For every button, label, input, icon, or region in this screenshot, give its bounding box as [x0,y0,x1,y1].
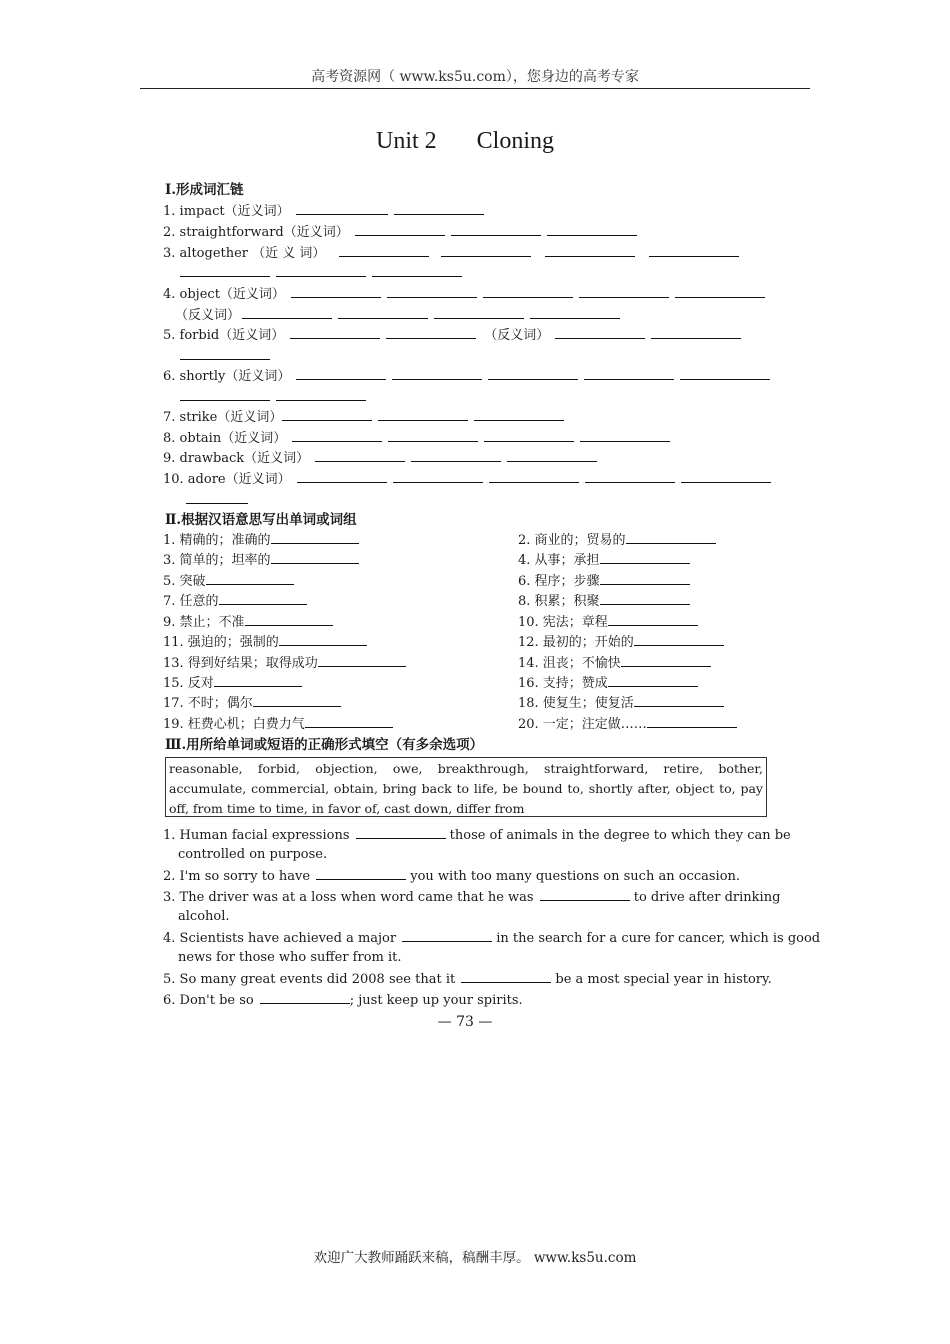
blank[interactable] [305,715,393,728]
blank[interactable] [608,613,698,626]
blank[interactable] [651,326,741,339]
s1-item-9: 9. drawback（近义词） [163,449,597,468]
s2-left-3: 3. 简单的；坦率的 [163,551,359,570]
s2-right-20: 20. 一定；注定做…… [518,715,737,734]
blank[interactable] [242,306,332,319]
blank[interactable] [372,264,462,277]
s3-question-1-cont: controlled on purpose. [178,847,328,862]
blank[interactable] [649,244,739,257]
s1-item-2: 2. straightforward（近义词） [163,223,637,242]
s2-right-2: 2. 商业的；贸易的 [518,531,716,550]
answer-blank[interactable] [540,888,630,901]
blank[interactable] [253,694,341,707]
s1-item-4: 4. object（近义词） [163,285,765,304]
blank[interactable] [530,306,620,319]
blank[interactable] [276,264,366,277]
word-bank-box: reasonable, forbid, objection, owe, breakthrough, straightforward, retire, bother, accumulate, commercial, obtain, bring back to life, be bound to, shortly after, object to, pay off, from time to time, in favor of, cast down, differ from [165,757,767,817]
blank[interactable] [489,470,579,483]
blank[interactable] [600,551,690,564]
blank[interactable] [296,202,388,215]
unit-topic: Cloning [476,128,554,154]
blank[interactable] [579,285,669,298]
blank[interactable] [681,470,771,483]
blank[interactable] [675,285,765,298]
blank[interactable] [386,326,476,339]
s3-question-4: 4. Scientists have achieved a major in the search for a cure for cancer, which is good [163,931,821,946]
section2-heading: Ⅱ.根据汉语意思写出单词或词组 [165,512,357,528]
section3-heading: Ⅲ.用所给单词或短语的正确形式填空（有多余选项） [165,737,484,753]
blank[interactable] [626,531,716,544]
s3-question-3: 3. The driver was at a loss when word came that he was to drive after drinking [163,890,781,905]
blank[interactable] [393,470,483,483]
blank[interactable] [297,470,387,483]
s1-item-6: 6. shortly（近义词） [163,367,770,386]
s2-right-16: 16. 支持；赞成 [518,674,698,693]
page-footer: 欢迎广大教师踊跃来稿，稿酬丰厚。 www.ks5u.com [313,1250,637,1266]
answer-blank[interactable] [316,867,406,880]
blank[interactable] [318,654,406,667]
blank[interactable] [290,326,380,339]
answer-blank[interactable] [260,991,350,1004]
s1-item-3-cont [180,264,462,283]
blank[interactable] [378,408,468,421]
s3-question-1: 1. Human facial expressions those of animals in the degree to which they can be [163,828,791,843]
blank[interactable] [580,429,670,442]
s1-item-1: 1. impact（近义词） [163,202,484,221]
blank[interactable] [621,654,711,667]
blank[interactable] [282,408,372,421]
s2-right-14: 14. 沮丧；不愉快 [518,654,711,673]
blank[interactable] [483,285,573,298]
blank[interactable] [355,223,445,236]
blank[interactable] [584,367,674,380]
s1-item-5: 5. forbid（近义词） （反义词） [163,326,741,345]
blank[interactable] [180,347,270,360]
s2-left-9: 9. 禁止；不准 [163,613,333,632]
blank[interactable] [647,715,737,728]
s2-right-10: 10. 宪法；章程 [518,613,698,632]
s3-question-4-cont: news for those who suffer from it. [178,950,402,965]
s2-right-12: 12. 最初的；开始的 [518,633,724,652]
blank[interactable] [608,674,698,687]
answer-blank[interactable] [402,929,492,942]
blank[interactable] [271,531,359,544]
s2-right-18: 18. 使复生；使复活 [518,694,724,713]
s2-right-4: 4. 从事；承担 [518,551,690,570]
blank[interactable] [488,367,578,380]
blank[interactable] [392,367,482,380]
s3-question-3-cont: alcohol. [178,909,230,924]
unit-label: Unit 2 [375,128,437,154]
s3-question-2: 2. I'm so sorry to have you with too many questions on such an occasion. [163,869,741,884]
blank[interactable] [219,592,307,605]
s2-right-8: 8. 积累；积聚 [518,592,690,611]
s2-left-7: 7. 任意的 [163,592,307,611]
blank[interactable] [296,367,386,380]
blank[interactable] [245,613,333,626]
s1-item-10: 10. adore（近义词） [163,470,771,489]
blank[interactable] [507,449,597,462]
s1-item-3: 3. altogether （近 义 词） [163,244,739,263]
s2-left-15: 15. 反对 [163,674,302,693]
s1-item-7: 7. strike（近义词） [163,408,564,427]
page-title [0,128,930,155]
s2-right-6: 6. 程序；步骤 [518,572,690,591]
blank[interactable] [291,285,381,298]
blank[interactable] [451,223,541,236]
blank[interactable] [292,429,382,442]
s1-item-8: 8. obtain（近义词） [163,429,670,448]
blank[interactable] [634,633,724,646]
s2-left-17: 17. 不时；偶尔 [163,694,341,713]
section1-heading: Ⅰ.形成词汇链 [165,182,244,198]
s1-item-5-cont [180,347,270,366]
answer-blank[interactable] [461,970,551,983]
page-number: — 73 — [437,1014,493,1030]
header-rule [140,88,810,89]
page-header: 高考资源网（ www.ks5u.com），您身边的高考专家 [311,69,639,85]
s1-item-10-cont [186,491,248,510]
blank[interactable] [271,551,359,564]
s2-left-13: 13. 得到好结果；取得成功 [163,654,406,673]
blank[interactable] [387,285,477,298]
blank[interactable] [474,408,564,421]
blank[interactable] [276,388,366,401]
blank[interactable] [206,572,294,585]
blank[interactable] [680,367,770,380]
s1-item-4-antonym: （反义词） [175,306,620,325]
blank[interactable] [180,264,270,277]
blank[interactable] [180,388,270,401]
blank[interactable] [441,244,531,257]
s2-left-19: 19. 枉费心机；白费力气 [163,715,393,734]
blank[interactable] [394,202,484,215]
blank[interactable] [339,244,429,257]
blank[interactable] [634,694,724,707]
blank[interactable] [186,491,248,504]
blank[interactable] [547,223,637,236]
blank[interactable] [214,674,302,687]
blank[interactable] [600,572,690,585]
s2-left-5: 5. 突破 [163,572,294,591]
s3-question-5: 5. So many great events did 2008 see that it be a most special year in history. [163,972,772,987]
s1-item-6-cont [180,388,366,407]
answer-blank[interactable] [356,826,446,839]
s2-left-11: 11. 强迫的；强制的 [163,633,367,652]
blank[interactable] [555,326,645,339]
blank[interactable] [388,429,478,442]
blank[interactable] [545,244,635,257]
blank[interactable] [279,633,367,646]
blank[interactable] [434,306,524,319]
blank[interactable] [411,449,501,462]
blank[interactable] [315,449,405,462]
s2-left-1: 1. 精确的；准确的 [163,531,359,550]
blank[interactable] [484,429,574,442]
blank[interactable] [585,470,675,483]
s3-question-6: 6. Don't be so ; just keep up your spirits. [163,993,523,1008]
blank[interactable] [338,306,428,319]
blank[interactable] [600,592,690,605]
